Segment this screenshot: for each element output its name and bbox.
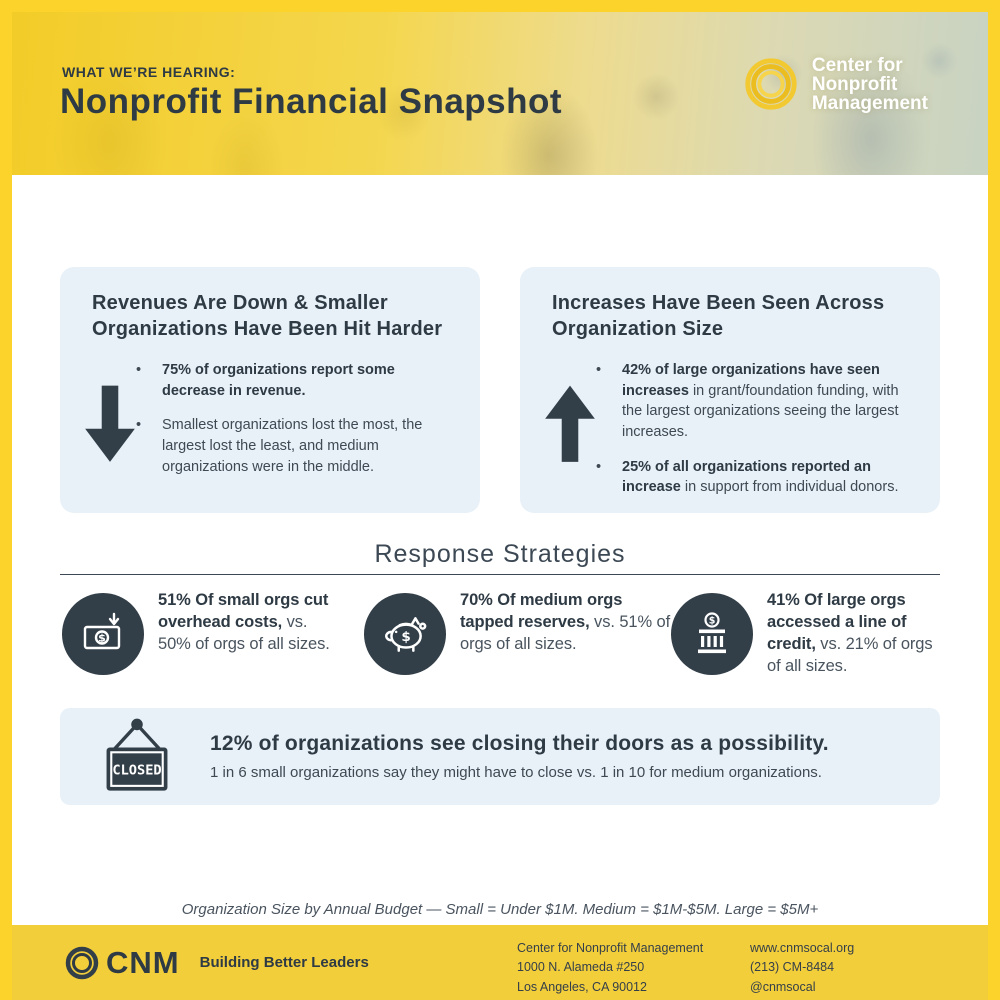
- bullet-bold-text: 75% of organizations report some decrease in revenue.: [162, 362, 395, 399]
- logo-line-1: Center for: [811, 54, 903, 76]
- header-banner: [12, 12, 988, 175]
- closing-headline: 12% of organizations see closing their doors as a possibility.: [210, 732, 829, 755]
- footer-phone: (213) CM-8484: [750, 960, 835, 975]
- footer-tagline: Building Better Leaders: [199, 954, 369, 971]
- cnm-header-logo: [742, 55, 928, 113]
- footer-website: www.cnmsocal.org: [750, 941, 855, 955]
- cnm-swirl-icon: [742, 55, 800, 113]
- svg-text:$: $: [98, 631, 106, 645]
- arrow-down-icon: [60, 360, 160, 491]
- bullet-item: [160, 360, 454, 401]
- closed-sign-icon: [98, 715, 176, 799]
- section-title-response-strategies: Response Strategies: [374, 540, 626, 568]
- address-line-2: 1000 N. Alameda #250: [517, 960, 645, 975]
- arrow-up-icon: [520, 360, 620, 511]
- strategy-item-medium-orgs: [460, 590, 678, 656]
- strategy-regular-text: vs. 51% of orgs of all sizes.: [460, 612, 671, 653]
- page-title: Nonprofit Financial Snapshot: [60, 82, 563, 121]
- bullet-item: [160, 415, 454, 477]
- footnote-org-size-definition: Organization Size by Annual Budget — Small = Under $1M. Medium = $1M-$5M. Large = $5M+: [181, 901, 819, 918]
- bank-icon: [671, 593, 753, 675]
- card-revenues-down: [60, 267, 480, 513]
- bullet-regular-text: in support from individual donors.: [680, 479, 899, 496]
- closing-banner: [60, 708, 940, 805]
- piggy-bank-icon: [364, 593, 446, 675]
- footer-social-handle: @cnmsocal: [750, 979, 816, 994]
- bullet-bold-text: 42% of large organizations have seen increases: [622, 362, 880, 399]
- address-line-3: Los Angeles, CA 90012: [517, 979, 647, 994]
- strategy-bold-text: 51% Of small orgs cut overhead costs,: [158, 591, 329, 631]
- cash-icon: [62, 593, 144, 675]
- card-bullet-list: [160, 360, 480, 491]
- footer-brand: [62, 943, 369, 983]
- logo-line-3: Management: [811, 92, 928, 114]
- strategy-bold-text: 70% Of medium orgs tapped reserves,: [460, 591, 623, 631]
- footer-brand-name: CNM: [106, 944, 180, 980]
- header-kicker: WHAT WE’RE HEARING:: [62, 64, 236, 80]
- bullet-bold-text: 25% of all organizations reported an increase: [622, 458, 871, 496]
- svg-text:$: $: [401, 628, 411, 645]
- footer: [0, 925, 1000, 1000]
- closing-subtext: 1 in 6 small organizations say they might have to close vs. 1 in 10 for medium organizations.: [210, 764, 822, 781]
- section-divider: [60, 574, 940, 575]
- footer-contact: [750, 939, 854, 997]
- address-line-1: Center for Nonprofit Management: [517, 941, 704, 955]
- card-title: Revenues Are Down & Smaller Organizations Have Been Hit Harder: [92, 292, 443, 340]
- bullet-regular-text: Smallest organizations lost the most, the largest lost the least, and medium organizations were in the middle.: [162, 417, 423, 475]
- logo-line-2: Nonprofit: [811, 73, 898, 95]
- closed-sign-label: CLOSED: [112, 761, 162, 778]
- bullet-item: [620, 457, 914, 498]
- card-title: Increases Have Been Seen Across Organization Size: [552, 292, 885, 340]
- footer-address: [517, 939, 703, 997]
- card-increases-seen: [520, 267, 940, 513]
- card-bullet-list: [620, 360, 940, 511]
- svg-text:$: $: [708, 615, 716, 627]
- cnm-logo-wordmark: [812, 56, 928, 113]
- strategy-regular-text: vs. 21% of orgs of all sizes.: [767, 634, 933, 675]
- strategy-item-small-orgs: [158, 590, 340, 656]
- strategy-regular-text: vs. 50% of orgs of all sizes.: [158, 612, 330, 653]
- bullet-item: [620, 360, 914, 442]
- strategy-item-large-orgs: [767, 590, 949, 678]
- bullet-regular-text: in grant/foundation funding, with the largest organizations seeing the largest increases.: [622, 382, 899, 440]
- cnm-swirl-icon-dark: [62, 943, 102, 983]
- strategy-bold-text: 41% Of large orgs accessed a line of credit,: [767, 591, 907, 653]
